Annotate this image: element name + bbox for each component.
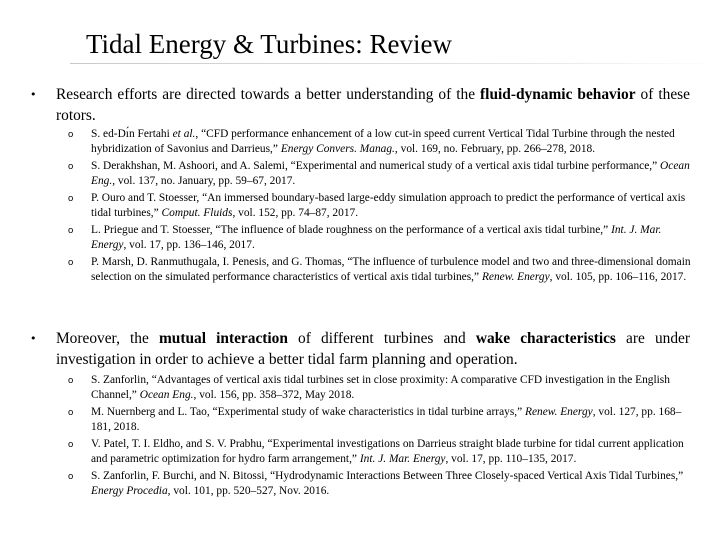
reference-text: S. Derakhshan, M. Ashoori, and A. Salemi, “Experimental and numerical study of a vertical axis tidal turbine performance,” [91, 159, 661, 172]
reference-marker: o [68, 438, 74, 450]
reference-text: , vol. 156, pp. 358–372, May 2018. [193, 389, 355, 402]
reference-text: V. Patel, T. I. Eldho, and S. V. Prabhu, “Experimental investigations on Darrieus straight blade turbine for tidal current application and parametric optimization for hydro farm arrangement,” [91, 437, 684, 466]
bullet-wake-characteristics [30, 328, 690, 370]
reference-item [68, 159, 696, 189]
reference-text: , vol. 127, pp. 168–181, 2018. [91, 405, 682, 434]
reference-text: M. Nuernberg and L. Tao, “Experimental study of wake characteristics in tidal turbine arrays,” [91, 405, 526, 418]
reference-item [68, 373, 696, 403]
reference-text: P. Marsh, D. Ranmuthugala, I. Penesis, and G. Thomas, “The influence of turbulence model and two and three-dimensional domain selection on the simulated performance characteristics of vertical axis tidal turbines,” [91, 255, 691, 284]
reference-item [68, 191, 696, 221]
reference-text: , vol. 169, no. February, pp. 266–278, 2018. [394, 143, 596, 156]
reference-item [68, 437, 696, 467]
reference-item [68, 469, 696, 499]
reference-italic: et al. [172, 128, 196, 140]
reference-journal: Renew. Energy [481, 271, 550, 284]
reference-marker: o [68, 256, 74, 268]
bullet-text-part: of these rotors. [56, 86, 691, 124]
reference-item [68, 405, 696, 435]
bullet-emphasis: wake characteristics [475, 330, 616, 347]
reference-text: , vol. 152, pp. 74–87, 2017. [232, 207, 359, 220]
reference-marker: o [68, 470, 74, 482]
reference-item [68, 255, 696, 285]
reference-journal: Comput. Fluids [161, 207, 233, 220]
reference-list-1 [68, 127, 696, 287]
bullet-text-part: Research efforts are directed towards a better understanding of the [56, 86, 481, 103]
reference-marker: o [68, 129, 74, 140]
bullet-text-part: of different turbines and [287, 330, 476, 347]
reference-text: S. Zanforlin, “Advantages of vertical axis tidal turbines set in close proximity: A comparative CFD investigation in the English Channel,” [91, 374, 670, 402]
reference-item [68, 223, 696, 253]
reference-text: , vol. 105, pp. 106–116, 2017. [549, 271, 687, 284]
reference-text: , vol. 17, pp. 110–135, 2017. [445, 453, 577, 466]
reference-journal: Int. J. Mar. Energy [91, 223, 662, 252]
reference-marker: o [68, 375, 74, 386]
reference-text: L. Priegue and T. Stoesser, “The influence of blade roughness on the performance of a vertical axis tidal turbine,” [91, 223, 612, 236]
bullet-dot: • [30, 332, 37, 345]
reference-marker: o [68, 406, 74, 418]
reference-journal: Renew. Energy [525, 405, 593, 418]
bullet-fluid-dynamic [30, 84, 690, 126]
reference-text: , vol. 101, pp. 520–527, Nov. 2016. [167, 485, 330, 498]
reference-list-2 [68, 373, 696, 501]
reference-journal: Ocean Eng. [139, 389, 194, 402]
reference-text: , “CFD performance enhancement of a low cut-in speed current Vertical Tidal Turbine through the nested hybridization of Savonius and Darrieus,” [91, 128, 675, 156]
reference-journal: Energy Procedia [91, 485, 168, 498]
reference-text: S. ed-Dı́n Fertahi [91, 128, 173, 140]
bullet-text-part: Moreover, the [56, 330, 159, 347]
reference-journal: Int. J. Mar. Energy [359, 453, 446, 466]
reference-text: , vol. 137, no. January, pp. 59–67, 2017. [112, 175, 296, 188]
reference-item [68, 127, 696, 157]
reference-marker: o [68, 160, 74, 172]
reference-journal: Energy Convers. Manag. [280, 143, 395, 156]
reference-marker: o [68, 192, 74, 204]
reference-text: S. Zanforlin, F. Burchi, and N. Bitossi, “Hydrodynamic Interactions Between Three Closely-spaced Vertical Axis Tidal Turbines,” [91, 469, 684, 482]
bullet-text-part: are under investigation in order to achieve a better tidal farm planning and operation. [56, 330, 690, 368]
reference-text: , vol. 17, pp. 136–146, 2017. [123, 239, 255, 252]
bullet-text [56, 328, 690, 370]
bullet-dot: • [30, 88, 37, 101]
reference-journal: Ocean Eng. [91, 159, 690, 188]
bullet-text [56, 84, 690, 126]
bullet-emphasis: mutual interaction [158, 330, 288, 347]
bullet-emphasis: fluid-dynamic behavior [480, 86, 636, 103]
title-divider [70, 63, 720, 64]
reference-marker: o [68, 224, 74, 236]
slide-title: Tidal Energy & Turbines: Review [86, 29, 453, 59]
reference-text: P. Ouro and T. Stoesser, “An immersed boundary-based large-eddy simulation approach to predict the performance of vertical axis tidal turbines,” [91, 191, 686, 220]
